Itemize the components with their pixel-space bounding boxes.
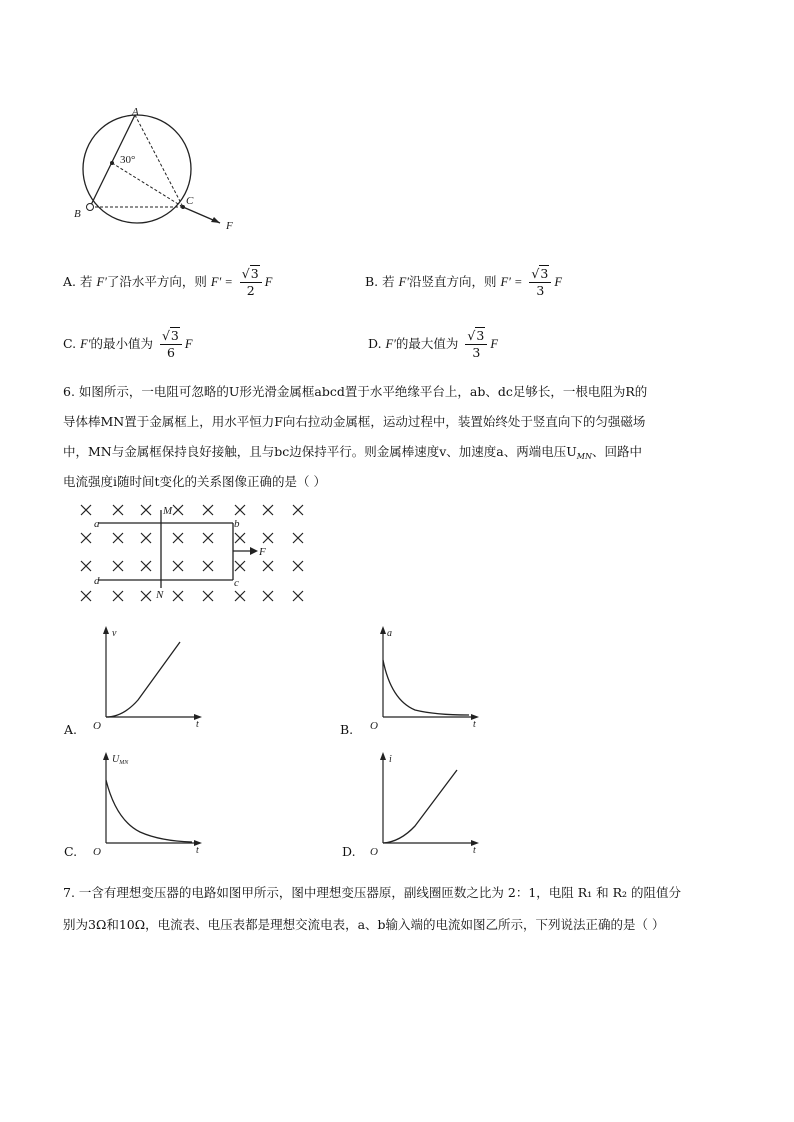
field-cross-icon (263, 591, 273, 601)
label-f: F (259, 546, 266, 558)
svg-text:UMN: $U_{MN}$ (112, 754, 129, 766)
label-f: F (226, 220, 233, 232)
q6-line4: 电流强度i随时间t变化的关系图像正确的是（ ） (63, 474, 326, 489)
angle-label: 30° (120, 154, 136, 166)
label-a: a (94, 518, 100, 530)
field-cross-icon (173, 533, 183, 543)
field-cross-icon (173, 561, 183, 571)
svg-text:t: t (196, 845, 199, 856)
field-cross-icon (263, 561, 273, 571)
option-d: D. F′的最大值为 $\frac{√3}{3}$ F (368, 328, 498, 360)
field-cross-icon (81, 533, 91, 543)
q6-line3: 中，MN与金属框保持良好接触，且与bc边保持平行。则金属棒速度v、加速度a、两端电压$U_{MN}$、回路中 (63, 444, 643, 461)
label-d: d (94, 575, 100, 587)
field-cross-icon (173, 505, 183, 515)
svg-text:a: a (387, 628, 392, 639)
field-cross-icon (263, 533, 273, 543)
field-cross-icon (293, 591, 303, 601)
field-cross-icon (235, 591, 245, 601)
label-c: C (186, 195, 194, 207)
q6-line1: 6. 如图所示，一电阻可忽略的U形光滑金属框abcd置于水平绝缘平台上，ab、dc足够长，一根电阻为R的 (63, 384, 648, 399)
field-cross-icon (235, 561, 245, 571)
graph-d (365, 748, 490, 858)
graph-c-label: C. (64, 844, 78, 859)
field-cross-icon (293, 533, 303, 543)
option-b: B. 若 F′沿竖直方向，则 F′ = $\frac{√3}{3}$ F (365, 266, 562, 298)
field-cross-icon (293, 505, 303, 515)
svg-text:O: O (370, 720, 378, 732)
q7-line1: 7. 一含有理想变压器的电路如图甲所示，图中理想变压器原，副线圈匝数之比为 2：1，电阻 R₁ 和 R₂ 的阻值分 (63, 885, 682, 900)
graph-a-label: A. (64, 722, 78, 737)
graph-a (88, 622, 213, 732)
field-cross-icon (173, 591, 183, 601)
option-a: A. 若 F′了沿水平方向，则 F′ = $\frac{√3}{2}$ F (63, 266, 273, 298)
field-cross-icon (235, 505, 245, 515)
field-cross-icon (113, 561, 123, 571)
q6-line2: 导体棒MN置于金属框上，用水平恒力F向右拉动金属框，运动过程中，装置始终处于竖直向下的匀强磁场 (63, 414, 646, 429)
field-cross-icon (81, 591, 91, 601)
graph-d-label: D. (342, 844, 356, 859)
field-cross-icon (113, 505, 123, 515)
svg-text:t: t (196, 719, 199, 730)
field-cross-icon (81, 561, 91, 571)
label-b: b (234, 518, 240, 530)
label-c: c (234, 577, 239, 589)
field-cross-icon (293, 561, 303, 571)
metal-frame-field-diagram (68, 500, 313, 612)
svg-text:O: O (93, 846, 101, 858)
graph-c (88, 748, 213, 858)
graph-b-label: B. (340, 722, 354, 737)
q7-line2: 别为3Ω和10Ω，电流表、电压表都是理想交流电表，a、b输入端的电流如图乙所示，下列说法正确的是（ ） (63, 917, 665, 932)
label-m: M (163, 505, 173, 517)
field-cross-icon (203, 561, 213, 571)
label-b: B (74, 208, 81, 220)
label-n: N (156, 589, 164, 601)
field-cross-icon (263, 505, 273, 515)
field-cross-icon (141, 561, 151, 571)
option-c: C. F′的最小值为 $\frac{√3}{6}$ F (63, 328, 193, 360)
graph-b (365, 622, 490, 732)
svg-text:O: O (93, 720, 101, 732)
svg-text:v: v (112, 628, 117, 639)
field-cross-icon (235, 533, 245, 543)
svg-text:t: t (473, 719, 476, 730)
field-cross-icon (141, 505, 151, 515)
svg-text:O: O (370, 846, 378, 858)
svg-text:i: i (389, 754, 392, 765)
field-cross-icon (203, 591, 213, 601)
field-cross-icon (81, 505, 91, 515)
label-a: A (132, 106, 139, 118)
field-cross-icon (141, 591, 151, 601)
field-cross-icon (113, 591, 123, 601)
circle-force-diagram (70, 105, 270, 240)
svg-text:t: t (473, 845, 476, 856)
field-cross-icon (203, 505, 213, 515)
field-cross-icon (203, 533, 213, 543)
field-cross-icon (113, 533, 123, 543)
field-cross-icon (141, 533, 151, 543)
